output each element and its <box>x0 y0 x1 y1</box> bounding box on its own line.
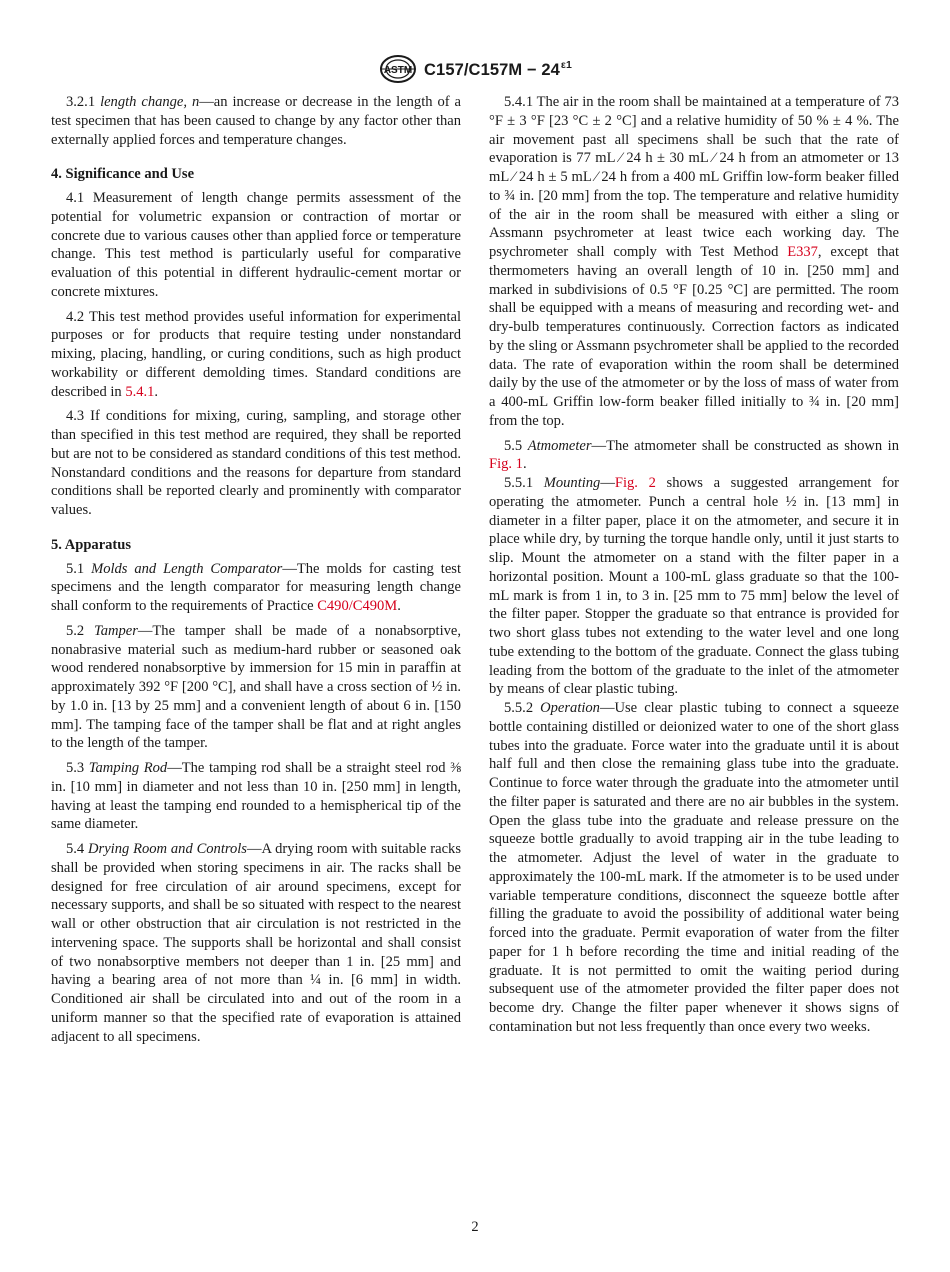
paragraph-5-3: 5.3 Tamping Rod—The tamping rod shall be a straight steel rod ⅜ in. [10 mm] in diameter and not less than 10 in. [250 mm] in length, having at least the tamping end rounded to a hemispherical tip of the same diameter. <box>51 760 461 833</box>
page-number: 2 <box>471 1219 479 1235</box>
paragraph-5-4-1: 5.4.1 The air in the room shall be maintained at a temperature of 73 °F ± 3 °F [23 °C ± 2 °C] and a relative humidity of 50 % ± 4 %. The air movement past all specimens shall be such that the rate of evaporation is 77 mL ⁄ 24 h ± 30 mL ⁄ 24 h from an atmometer or 13 mL ⁄ 24 h ± 5 mL ⁄ 24 h from a 400 mL Griffin low-form beaker filled to ¾ in. [20 mm] from the top. The temperature and relative humidity of the air in the room shall be measured with either a sling or Assmann psychrometer at least twice each working day. The psychrometer shall comply with Test Method E337, except that thermometers having an overall length of 10 in. [250 mm] and marked in subdivisions of 0.5 °F [0.25 °C] are permitted. The room shall be equipped with a means of measuring and recording wet- and dry-bulb temperatures continuously. Correction factors as indicated by the sling or Assmann psychrometer shall be applied to the recorded data. The rate of evaporation within the room shall be determined daily by the use of the atmometer or by the loss of mass of water from a 400-mL Griffin low-form beaker filled initially to ¾ in. [20 mm] from the top. <box>489 94 899 429</box>
document-designation <box>424 59 572 80</box>
doc-code: C157/C157M − 24 <box>424 60 560 79</box>
page-header <box>0 54 950 84</box>
link-5-4-1[interactable]: 5.4.1 <box>125 383 155 400</box>
section-5-heading: 5. Apparatus <box>51 536 132 553</box>
paragraph-4-1: 4.1 Measurement of length change permits assessment of the potential for volumetric expansion or contraction of mortar or concrete due to various causes other than applied force or temperature change. This test method is particularly useful for comparative evaluation of this potential in different hydraulic-cement mortar or concrete mixtures. <box>51 190 461 300</box>
astm-logo-text: ASTM <box>383 65 413 76</box>
left-column <box>51 93 461 1046</box>
doc-superscript: ε1 <box>560 58 572 71</box>
link-fig-1[interactable]: Fig. 1 <box>489 456 523 473</box>
paragraph-4-2: 4.2 This test method provides useful information for experimental purposes or for products that require testing under nonstandard mixing, placing, handling, or curing conditions, such as high product workability or different demolding times. Standard conditions are described in 5.4.1. <box>51 308 461 400</box>
paragraph-5-5: 5.5 Atmometer—The atmometer shall be constructed as shown in Fig. 1. <box>489 437 900 473</box>
link-c490[interactable]: C490/C490M <box>317 598 398 614</box>
link-e337[interactable]: E337 <box>787 244 818 260</box>
paragraph-5-5-1: 5.5.1 Mounting—Fig. 2 shows a suggested arrangement for operating the atmometer. Punch a central hole ½ in. [13 mm] in diameter in a filter paper, place it on the atmometer, and secure it in place while dry, by turning the torque handle only, until it just starts to slip. Mount the atmometer on a stand with the filter paper in a horizontal position. Mount a 100-mL glass graduate so that the 100-mL mark is from 1 in, to 3 in. [25 mm to 75 mm] below the level of the filter paper. Stopper the graduate so that entrance is provided for two short glass tubes not extending to the water level and one long tube extending to the bottom of the graduate. Connect the glass tubing leading from the bottom of the graduate to the inlet of the atmometer by means of clear plastic tubing. <box>489 475 900 698</box>
paragraph-4-3: 4.3 If conditions for mixing, curing, sampling, and storage other than specified in this test method are required, they shall be reported but are not to be considered as standard conditions of this test method. Nonstandard conditions and the reasons for departure from standard conditions shall be reported clearly and prominently with comparator values. <box>51 408 461 518</box>
astm-logo-icon <box>378 54 418 84</box>
link-fig-2[interactable]: Fig. 2 <box>614 475 656 491</box>
paragraph-3-2-1: 3.2.1 length change, n—an increase or decrease in the length of a test specimen that has been caused to change by any factor other than externally applied forces and temperature changes. <box>51 94 462 148</box>
paragraph-5-2: 5.2 Tamper—The tamper shall be made of a nonabsorptive, nonabrasive material such as medium-hard rubber or seasoned oak wood rendered nonabsorptive by immersion for 15 min in paraffin at approximately 392 °F [200 °C], and shall have a cross section of ½ in. by 1.0 in. [13 by 25 mm] and a convenient length of about 6 in. [150 mm]. The tamping face of the tamper shall be flat and at right angles to the length of the tamper. <box>51 622 461 752</box>
paragraph-5-1: 5.1 Molds and Length Comparator—The molds for casting test specimens and the length comparator for measuring length change shall conform to the requirements of Practice C490/C490M. <box>51 560 462 614</box>
paragraph-5-4: 5.4 Drying Room and Controls—A drying room with suitable racks shall be provided when storing specimens in air. The racks shall be designed for free circulation of air around specimens, except for necessary supports, and shall be so situated with respect to the nearest wall or other obstruction that air circulation is not restricted in the intervening space. The supports shall be horizontal and shall consist of two nonabsorptive members not deeper than 1 in. [25 mm] and having a bearing area of not more than ¼ in. [6 mm] in width. Conditioned air shall be circulated into and out of the room in a uniform manner so that the specified rate of evaporation is attained adjacent to all specimens. <box>51 841 461 1045</box>
section-4-heading: 4. Significance and Use <box>51 166 195 183</box>
right-column <box>489 93 899 1037</box>
paragraph-5-5-2: 5.5.2 Operation—Use clear plastic tubing to connect a squeeze bottle containing distilled or deionized water to one of the short glass tubes into the graduate. Force water into the graduate until it is about half full and then close the remaining glass tube into the graduate. Continue to force water through the graduate into the atmometer until the filter paper is saturated and there are no air bubbles in the system. Open the glass tube into the graduate and release pressure on the squeeze bottle gradually to avoid trapping air in the tube leading to the atmometer. Adjust the level of water in the graduate to approximately the 100-mL mark. If the atmometer is to be used under variable temperature conditions, disconnect the squeeze bottle after filling the graduate to avoid the possibility of additional water being forced into the graduate. Permit evaporation of water from the filter paper for 1 h before recording the time and initial reading of the graduate. It is not permitted to omit the waiting period during subsequent use of the atmometer provided the filter paper does not become dry. Change the filter paper whenever it shows signs of contamination but not less frequently than once every two weeks. <box>489 700 899 1035</box>
